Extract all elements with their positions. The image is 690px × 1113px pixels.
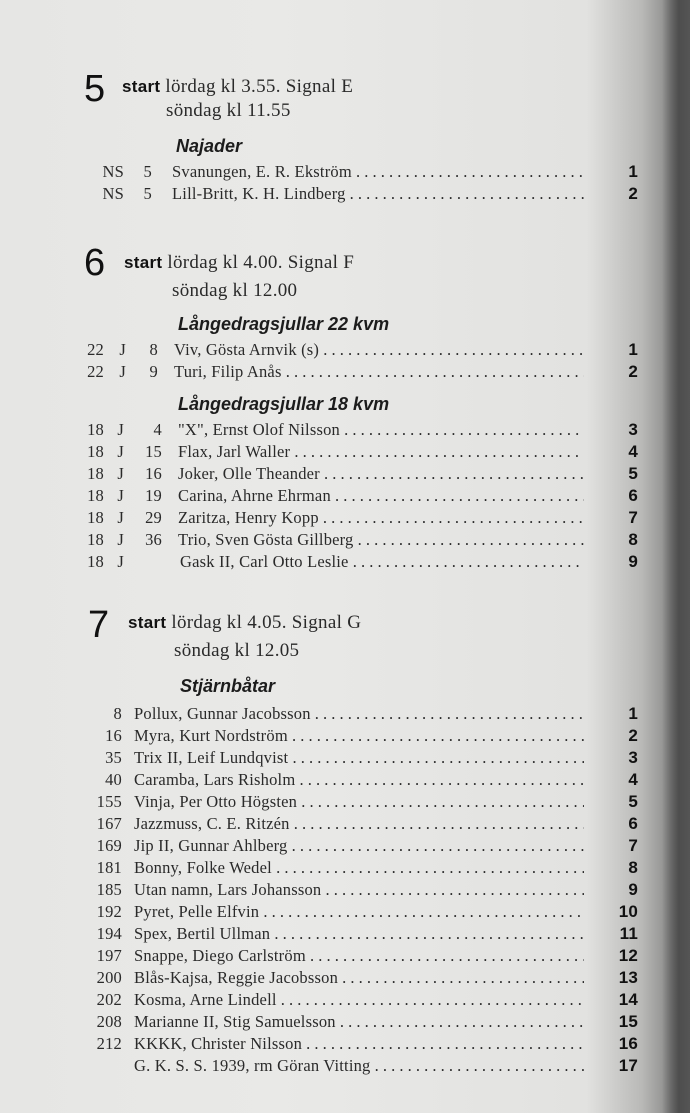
entry-name: Jazzmuss, C. E. Ritzén . . . (134, 814, 584, 834)
entry-class: 18 (87, 464, 104, 483)
entry-row (0, 924, 660, 946)
entry-series: J (117, 420, 124, 439)
entry-position: 9 (628, 552, 638, 571)
entry-series: J (119, 362, 126, 381)
entry-class: 18 (87, 508, 104, 527)
entry-position: 11 (619, 924, 638, 943)
entry-number: 169 (96, 836, 122, 855)
entry-series: J (117, 442, 124, 461)
entry-class: 18 (87, 442, 104, 461)
entry-row (0, 770, 660, 792)
entry-number: 212 (96, 1034, 122, 1053)
entry-class: NS (102, 184, 124, 203)
entry-number: 185 (96, 880, 122, 899)
entry-position: 8 (628, 858, 638, 877)
entry-row (0, 162, 660, 184)
entry-name: Turi, Filip Anås . . . (174, 362, 584, 382)
entry-row (0, 836, 660, 858)
entry-name: Kosma, Arne Lindell . . . (134, 990, 584, 1010)
entry-name: Spex, Bertil Ullman . . . (134, 924, 584, 944)
start-time-saturday: lördag kl 4.05. Signal G (171, 612, 362, 633)
entry-position: 4 (628, 442, 638, 461)
entry-number: 5 (143, 162, 152, 181)
entry-position: 5 (628, 792, 638, 811)
entry-position: 5 (628, 464, 638, 483)
entry-name: Utan namn, Lars Johansson . . . (134, 880, 584, 900)
entry-row (0, 362, 660, 384)
entry-number: 208 (96, 1012, 122, 1031)
entry-position: 7 (628, 508, 638, 527)
entry-position: 2 (628, 726, 638, 745)
entry-position: 9 (628, 880, 638, 899)
class-heading: Stjärnbåtar (180, 676, 276, 696)
entry-number: 8 (113, 704, 122, 723)
entry-number: 192 (96, 902, 122, 921)
class-heading: Långedragsjullar 18 kvm (178, 394, 390, 414)
entry-number: 194 (96, 924, 122, 943)
entry-class: 18 (87, 530, 104, 549)
entry-position: 4 (628, 770, 638, 789)
entry-row (0, 420, 660, 442)
entry-number: 197 (96, 946, 122, 965)
entry-row (0, 704, 660, 726)
entry-name: Svanungen, E. R. Ekström . . . (172, 162, 584, 182)
entry-number: 181 (96, 858, 122, 877)
entry-position: 17 (618, 1056, 638, 1075)
start-time-saturday: lördag kl 4.00. Signal F (167, 252, 355, 273)
entry-row (0, 990, 660, 1012)
entry-position: 1 (628, 340, 638, 359)
entry-row (0, 1034, 660, 1056)
entry-number: 4 (153, 420, 162, 439)
entry-series: J (117, 552, 124, 571)
entry-position: 10 (618, 902, 638, 921)
entry-number: 5 (143, 184, 152, 203)
entry-number: 16 (105, 726, 122, 745)
entry-row (0, 552, 660, 574)
entry-row (0, 968, 660, 990)
entry-row (0, 464, 660, 486)
entry-series: J (119, 340, 126, 359)
entry-name: Myra, Kurt Nordström . . . (134, 726, 584, 746)
entry-row (0, 442, 660, 464)
entry-number: 200 (96, 968, 122, 987)
entry-series: J (117, 530, 124, 549)
entry-number: 16 (145, 464, 162, 483)
class-heading: Najader (176, 136, 243, 156)
entry-name: Pyret, Pelle Elfvin . . . (134, 902, 584, 922)
entry-position: 13 (618, 968, 638, 987)
entry-class: 22 (87, 362, 104, 381)
start-time-sunday: söndag kl 11.55 (166, 100, 291, 121)
start-number: 6 (84, 242, 106, 284)
start-time-saturday: lördag kl 3.55. Signal E (165, 76, 354, 97)
entry-row (0, 1056, 660, 1078)
entry-series: J (117, 486, 124, 505)
entry-number: 19 (145, 486, 162, 505)
entry-name: Viv, Gösta Arnvik (s) . . . (174, 340, 584, 360)
entry-position: 1 (628, 704, 638, 723)
entry-name: Carina, Ahrne Ehrman . . . (178, 486, 584, 506)
entry-class: 18 (87, 486, 104, 505)
entry-row (0, 726, 660, 748)
entry-name: Blås-Kajsa, Reggie Jacobsson . . . (134, 968, 584, 988)
entry-name: Caramba, Lars Risholm . . . (134, 770, 584, 790)
start-line-1 (128, 612, 361, 634)
entry-name: "X", Ernst Olof Nilsson . . . (178, 420, 584, 440)
entry-row (0, 792, 660, 814)
entry-name: Trio, Sven Gösta Gillberg . . . (178, 530, 584, 550)
entry-position: 2 (628, 184, 638, 203)
entry-row (0, 184, 660, 206)
entry-name: Vinja, Per Otto Högsten . . . (134, 792, 584, 812)
entry-name: Flax, Jarl Waller . . . (178, 442, 584, 462)
entry-number: 8 (149, 340, 158, 359)
entry-row (0, 880, 660, 902)
entry-row (0, 748, 660, 770)
entry-number: 167 (96, 814, 122, 833)
entry-number: 9 (149, 362, 158, 381)
entry-name: KKKK, Christer Nilsson . . . (134, 1034, 584, 1054)
entry-name: Joker, Olle Theander . . . (178, 464, 584, 484)
start-number: 5 (84, 68, 106, 110)
start-word: start (124, 253, 163, 272)
entry-row (0, 530, 660, 552)
entry-row (0, 340, 660, 362)
entry-position: 3 (628, 420, 638, 439)
entry-name: Marianne II, Stig Samuelsson . . . (134, 1012, 584, 1032)
start-line-1 (124, 252, 354, 274)
entry-name: Jip II, Gunnar Ahlberg . . . (134, 836, 584, 856)
entry-number: 155 (96, 792, 122, 811)
entry-name: Snappe, Diego Carlström . . . (134, 946, 584, 966)
entry-position: 8 (628, 530, 638, 549)
entry-position: 12 (618, 946, 638, 965)
entry-number: 202 (96, 990, 122, 1009)
entry-position: 16 (618, 1034, 638, 1053)
entry-row (0, 902, 660, 924)
entry-name: Pollux, Gunnar Jacobsson . . . (134, 704, 584, 724)
entry-name: G. K. S. S. 1939, rm Göran Vitting . . . (134, 1056, 584, 1076)
entry-position: 1 (628, 162, 638, 181)
entry-number: 35 (105, 748, 122, 767)
entry-name: Trix II, Leif Lundqvist . . . (134, 748, 584, 768)
entry-number: 40 (105, 770, 122, 789)
entry-row (0, 486, 660, 508)
class-heading: Långedragsjullar 22 kvm (178, 314, 390, 334)
entry-position: 6 (628, 814, 638, 833)
entry-name: Bonny, Folke Wedel . . . (134, 858, 584, 878)
entry-row (0, 946, 660, 968)
entry-position: 7 (628, 836, 638, 855)
entry-name: Gask II, Carl Otto Leslie . . . (180, 552, 584, 572)
start-number: 7 (88, 604, 110, 646)
entry-position: 2 (628, 362, 638, 381)
entry-row (0, 1012, 660, 1034)
entry-position: 6 (628, 486, 638, 505)
entry-name: Lill-Britt, K. H. Lindberg . . . (172, 184, 584, 204)
start-line-1 (122, 76, 353, 98)
entry-name: Zaritza, Henry Kopp . . . (178, 508, 584, 528)
entry-position: 15 (618, 1012, 638, 1031)
entry-class: NS (102, 162, 124, 181)
entry-series: J (117, 464, 124, 483)
entry-number: 15 (145, 442, 162, 461)
start-time-sunday: söndag kl 12.00 (172, 280, 298, 301)
entry-number: 29 (145, 508, 162, 527)
page-gutter-shadow (662, 0, 690, 1113)
entry-class: 18 (87, 552, 104, 571)
entry-row (0, 508, 660, 530)
entry-position: 3 (628, 748, 638, 767)
start-word: start (128, 613, 167, 632)
start-time-sunday: söndag kl 12.05 (174, 640, 300, 661)
entry-position: 14 (618, 990, 638, 1009)
entry-class: 18 (87, 420, 104, 439)
entry-number: 36 (145, 530, 162, 549)
start-word: start (122, 77, 161, 96)
entry-class: 22 (87, 340, 104, 359)
entry-row (0, 858, 660, 880)
entry-series: J (117, 508, 124, 527)
entry-row (0, 814, 660, 836)
